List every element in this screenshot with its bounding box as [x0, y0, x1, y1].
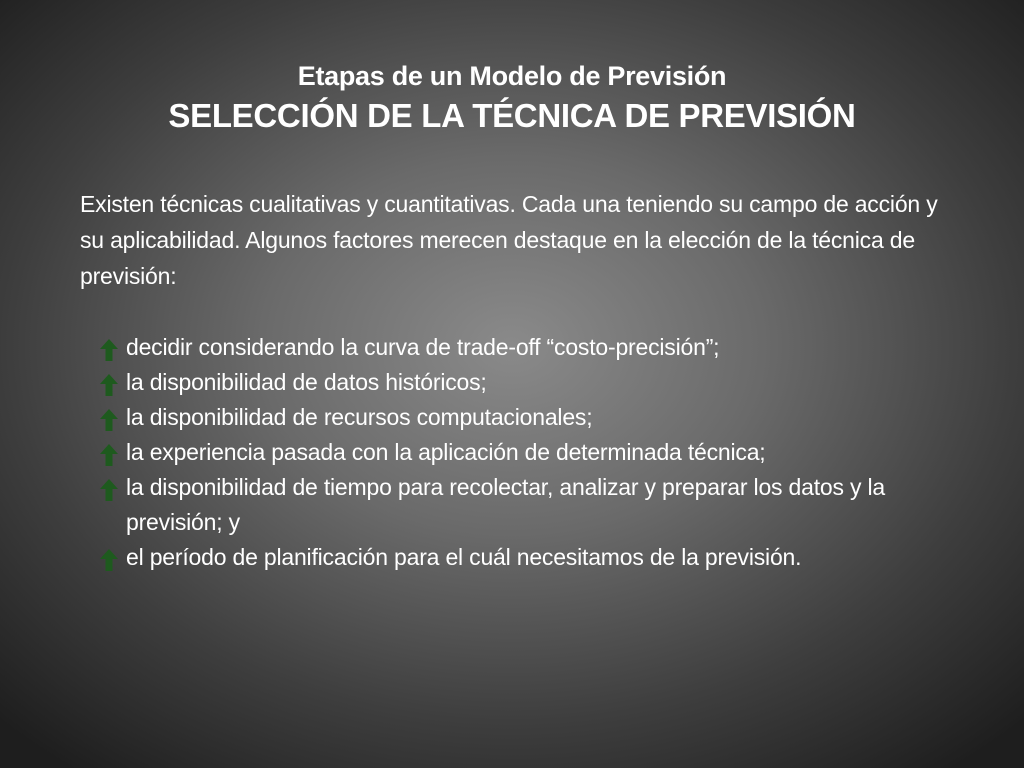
- up-arrow-icon: [98, 443, 120, 467]
- intro-paragraph: Existen técnicas cualitativas y cuantitativas. Cada una teniendo su campo de acción y su aplicabilidad. Algunos factores merecen destaque en la elección de la técnica de previsión:: [80, 191, 938, 289]
- bullet-text: la disponibilidad de tiempo para recolectar, analizar y preparar los datos y la previsión; y: [126, 474, 885, 535]
- bullet-item: [96, 365, 956, 400]
- up-arrow-icon: [98, 548, 120, 572]
- bullet-text: el período de planificación para el cuál necesitamos de la previsión.: [126, 544, 802, 570]
- bullet-text: la disponibilidad de recursos computacionales;: [126, 404, 593, 430]
- bullet-item: [96, 400, 956, 435]
- bullet-item: [96, 470, 956, 540]
- bullet-item: [96, 540, 956, 575]
- up-arrow-icon: [98, 478, 120, 502]
- slide-subtitle: Etapas de un Modelo de Previsión: [297, 61, 727, 91]
- up-arrow-icon: [98, 373, 120, 397]
- bullet-text: la disponibilidad de datos históricos;: [126, 369, 487, 395]
- bullet-item: [96, 435, 956, 470]
- title-block: [0, 58, 1024, 138]
- bullet-text: decidir considerando la curva de trade-off “costo-precisión”;: [126, 334, 720, 360]
- up-arrow-icon: [98, 408, 120, 432]
- bullet-item: [96, 330, 956, 365]
- bullet-text: la experiencia pasada con la aplicación de determinada técnica;: [126, 439, 766, 465]
- bullet-list: [96, 330, 956, 575]
- slide-title: SELECCIÓN DE LA TÉCNICA DE PREVISIÓN: [168, 97, 856, 134]
- up-arrow-icon: [98, 338, 120, 362]
